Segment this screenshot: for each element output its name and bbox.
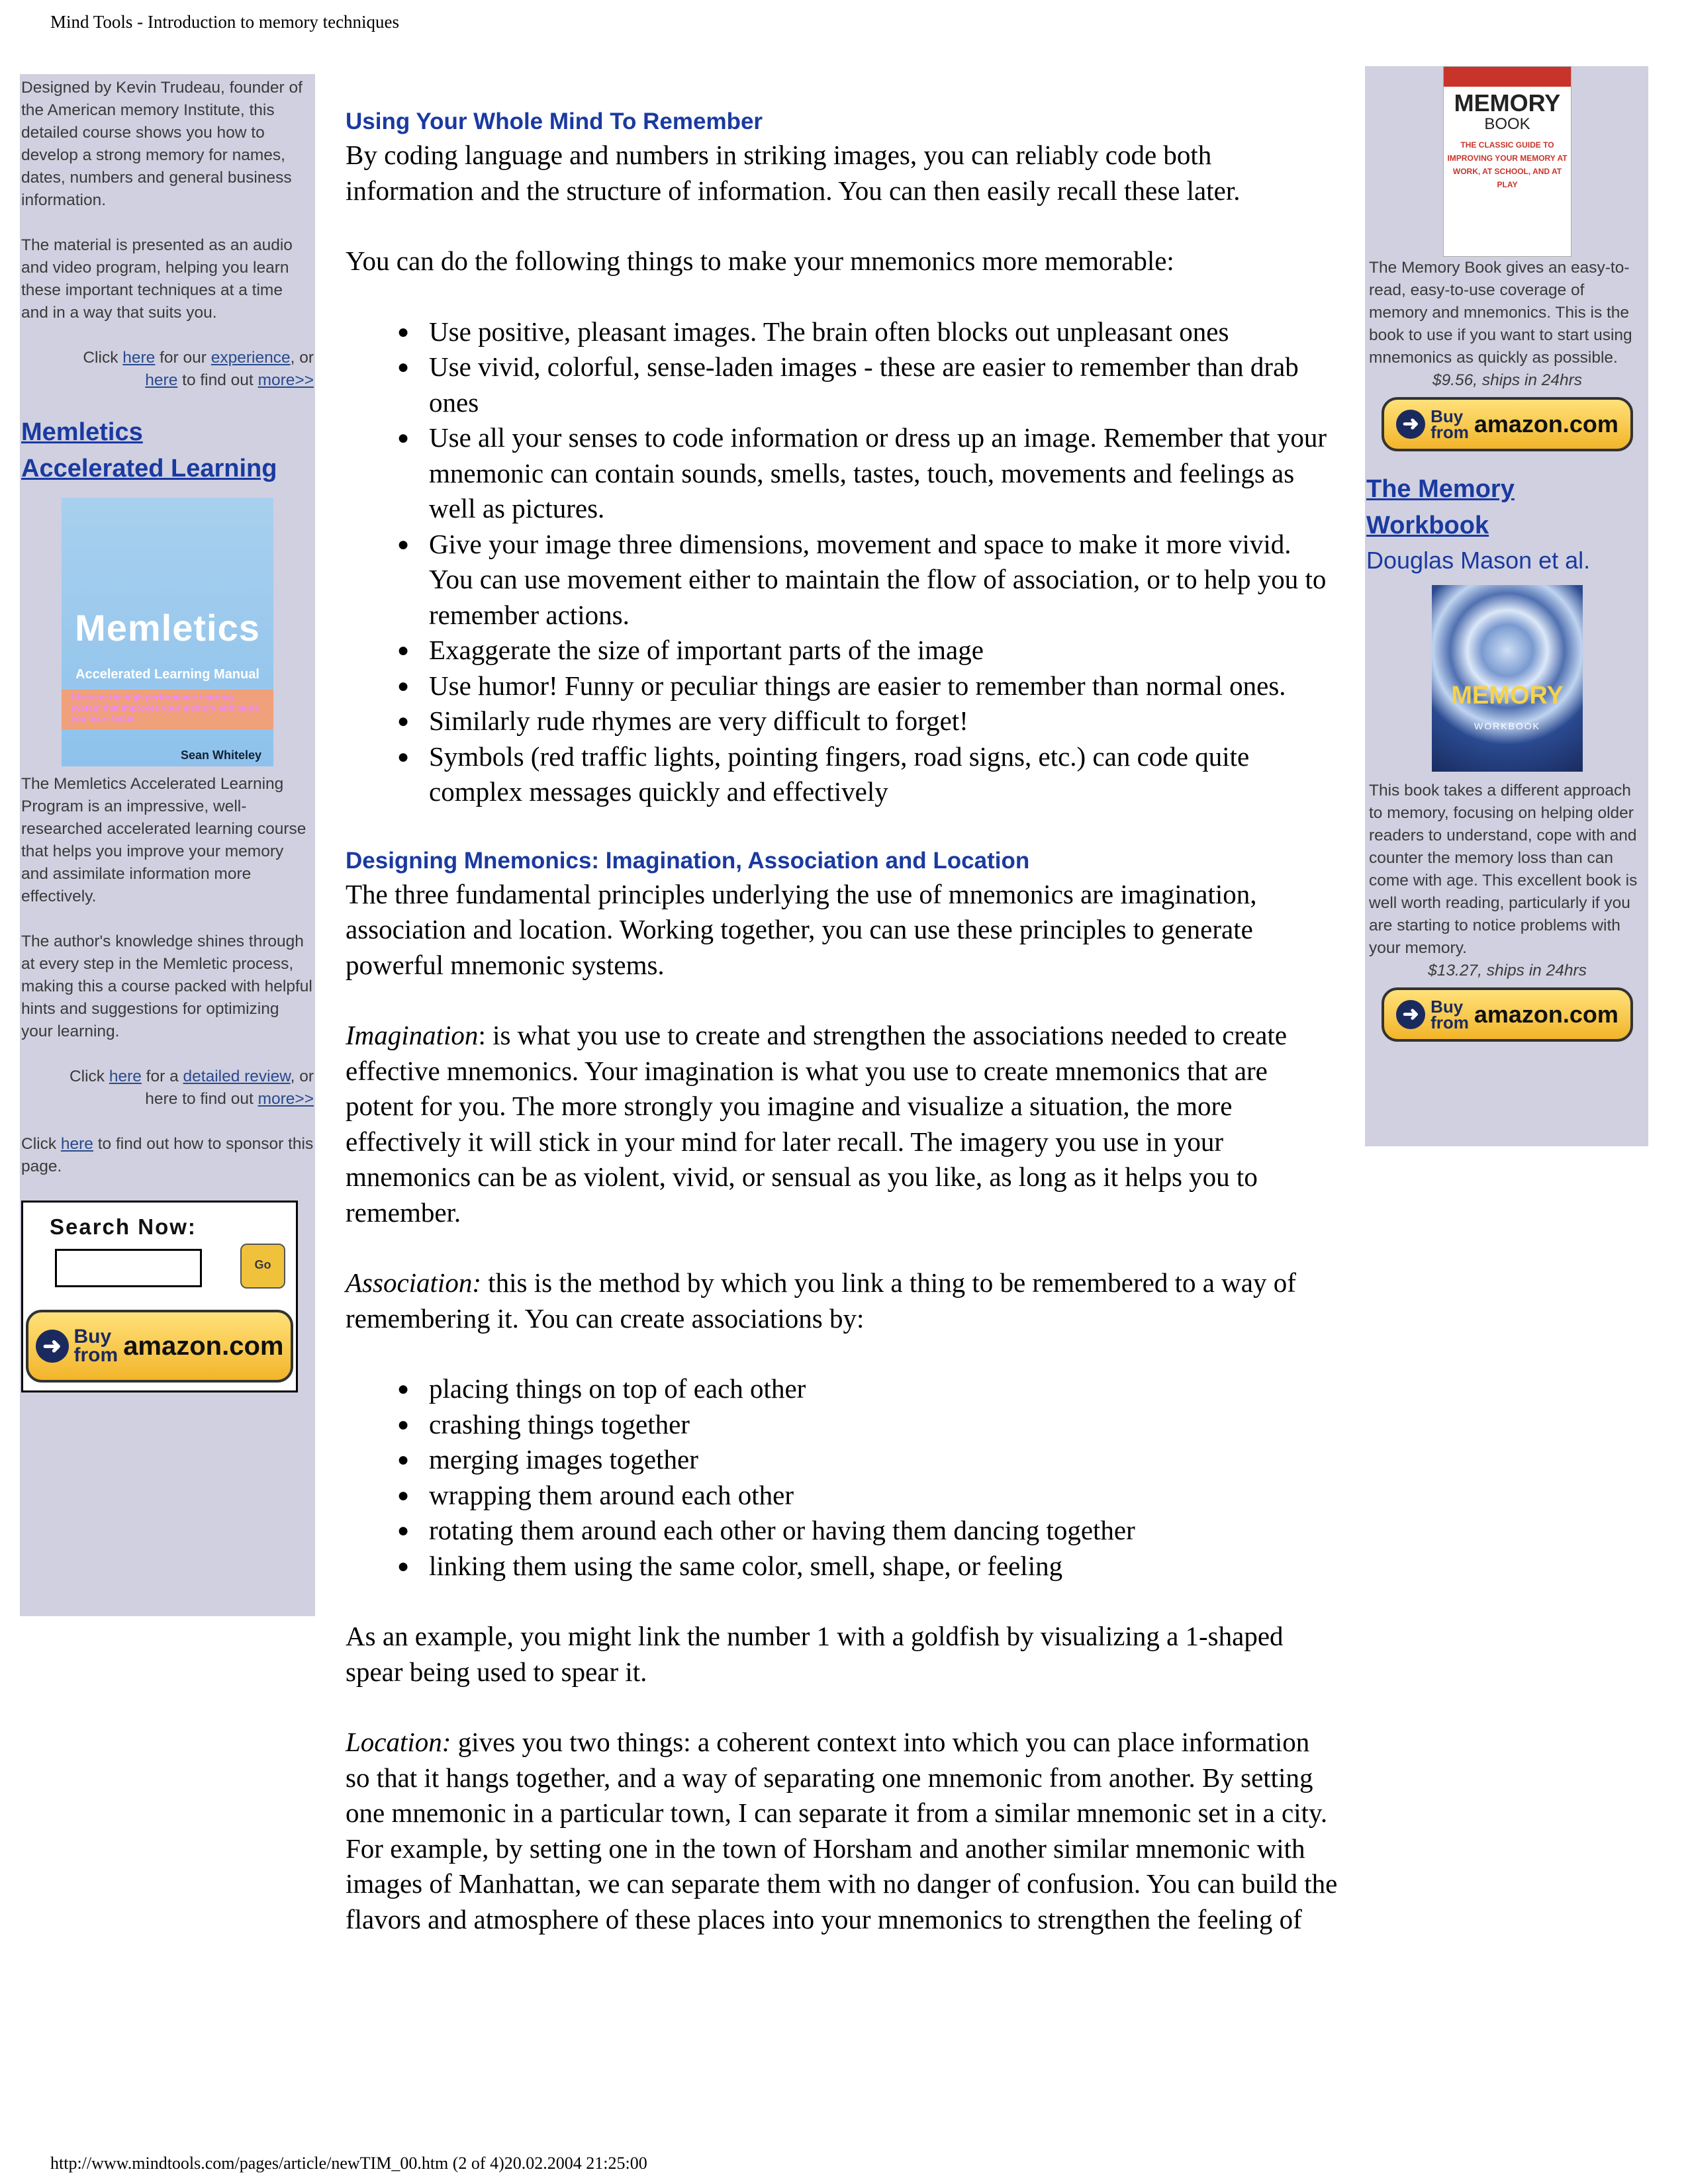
- buy-label: Buy: [1430, 406, 1464, 426]
- imagination-paragraph: [346, 1018, 1338, 1230]
- page-header-title: Mind Tools - Introduction to memory techniques: [50, 12, 400, 32]
- experience-links: [21, 347, 314, 392]
- page-footer-url: http://www.mindtools.com/pages/article/newTIM_00.htm (2 of 4)20.02.2004 21:25:00: [50, 2154, 647, 2173]
- memletics-link[interactable]: Memletics: [21, 418, 143, 446]
- list-item: ● Give your image three dimensions, movement and space to make it more vivid. You can use movement either to maintain the flow of association, or to help you to remember actions.: [429, 527, 1338, 633]
- list-item: ● Exaggerate the size of important parts of the image: [429, 633, 1338, 668]
- cover-band: [62, 690, 273, 729]
- memory-book-price: $9.56, ships in 24hrs: [1432, 371, 1583, 389]
- list-item: ● Similarly rude rhymes are very difficult to forget!: [429, 704, 1338, 739]
- cover-subtitle: WORKBOOK: [1474, 721, 1540, 731]
- course-material: The material is presented as an audio and video program, helping you learn these important techniques at a time and in a way that suits you.: [21, 236, 293, 322]
- buy-from-text: [1430, 999, 1469, 1030]
- from-label: from: [1430, 1013, 1469, 1032]
- list-item: ● rotating them around each other or having them dancing together: [429, 1513, 1338, 1549]
- from-label: from: [73, 1344, 118, 1366]
- sponsor-here-link[interactable]: here: [60, 1135, 93, 1153]
- workbook-author: Douglas Mason et al.: [1366, 547, 1591, 574]
- amazon-brand: amazon.com: [1474, 1001, 1618, 1028]
- list-item: ● Use vivid, colorful, sense-laden images - these are easier to remember than drab ones: [429, 349, 1338, 420]
- memory-workbook-title: [1366, 471, 1648, 544]
- sponsor-text: [21, 1133, 314, 1178]
- more-link[interactable]: more>>: [258, 1090, 314, 1108]
- here-link[interactable]: here: [145, 371, 178, 389]
- list-item: ● Use positive, pleasant images. The brain often blocks out unpleasant ones: [429, 314, 1338, 350]
- cover-subtitle: Accelerated Learning Manual: [75, 667, 259, 682]
- location-term: Location:: [346, 1727, 451, 1757]
- paragraph: The three fundamental principles underlying the use of mnemonics are imagination, association and location. Working together, you can use these principles to generate powerful mnemonic systems.: [346, 878, 1257, 980]
- imagination-term: Imagination: [346, 1020, 479, 1050]
- buy-memory-workbook-button[interactable]: [1382, 987, 1633, 1042]
- buy-from-text: [1430, 408, 1469, 440]
- cover-tagline: Discover the high performance learning system that improves your memory and helps you learn faster: [71, 692, 259, 723]
- paragraph: You can do the following things to make your mnemonics more memorable:: [346, 246, 1174, 276]
- experience-link[interactable]: experience: [211, 349, 291, 367]
- memory-workbook-cover-image[interactable]: [1432, 585, 1583, 772]
- memory-workbook-link[interactable]: The Memory: [1366, 475, 1515, 503]
- list-item: ● crashing things together: [429, 1407, 1338, 1443]
- cover-author: Sean Whiteley: [180, 749, 261, 762]
- list-item: ● Use all your senses to code information or dress up an image. Remember that your mnemonic can contain sounds, smells, tastes, touch, movements and feelings as well as pictures.: [429, 420, 1338, 527]
- amazon-arrow-icon: ➜: [1396, 1000, 1425, 1029]
- click-text: Click: [21, 1135, 61, 1153]
- memory-book-description: The Memory Book gives an easy-to-read, easy-to-use coverage of memory and mnemonics. This is the book to use if you want to start using mnemonics as quickly as possible.: [1369, 259, 1632, 367]
- paragraph: By coding language and numbers in striking images, you can reliably code both information and the structure of information. You can then easily recall these later.: [346, 140, 1241, 206]
- association-text: this is the method by which you link a thing to be remembered to a way of remembering it. You can create associations by:: [346, 1267, 1296, 1334]
- section-heading-whole-mind: Using Your Whole Mind To Remember: [346, 109, 763, 134]
- cover-title: MEMORY: [1451, 682, 1564, 709]
- buy-from-text: [74, 1328, 118, 1365]
- amazon-brand: amazon.com: [123, 1332, 284, 1361]
- click-text: for our: [155, 349, 211, 367]
- author-description: The author's knowledge shines through at every step in the Memletic process, making this a course packed with helpful hints and suggestions for optimizing your learning.: [21, 933, 312, 1040]
- from-label: from: [1430, 422, 1469, 442]
- click-text: to find out how to sponsor this page.: [21, 1135, 314, 1175]
- example-paragraph: As an example, you might link the number 1 with a goldfish by visualizing a 1-shaped spear being used to spear it.: [346, 1621, 1284, 1687]
- imagination-text: : is what you use to create and strengthen the associations needed to create effective mnemonics. Your imagination is what you use to create mnemonics that are potent for you. The more strongly you imagine and visualize a situation, the more effectively it will stick in your mind for later recall. The imagery you use in your mnemonics can be as violent, vivid, or sensual as you like, as long as it helps you to remember.: [346, 1020, 1288, 1228]
- association-paragraph: [346, 1265, 1338, 1336]
- memory-book-cover-image[interactable]: [1443, 66, 1571, 257]
- association-methods-list: [346, 1371, 1338, 1584]
- click-text: Click: [69, 1068, 109, 1085]
- search-go-button[interactable]: [240, 1244, 285, 1289]
- list-item: ● Symbols (red traffic lights, pointing fingers, road signs, etc.) can code quite complex messages quickly and effectively: [429, 739, 1338, 810]
- buy-label: Buy: [73, 1326, 112, 1347]
- list-item: ● linking them using the same color, smell, shape, or feeling: [429, 1549, 1338, 1584]
- left-sidebar: [20, 74, 315, 1616]
- memory-workbook-description: This book takes a different approach to memory, focusing on helping older readers to understand, cope with and counter the memory loss than can come with age. This excellent book is well worth reading, particularly if you are starting to notice problems with your memory.: [1369, 782, 1638, 957]
- product-description: The Memletics Accelerated Learning Program is an impressive, well-researched accelerated learning course that helps you improve your memory and assimilate information more effectively.: [21, 775, 306, 905]
- memory-workbook-price: $13.27, ships in 24hrs: [1428, 962, 1587, 979]
- more-link[interactable]: more>>: [258, 371, 314, 389]
- cover-title: MEMORY: [1454, 89, 1561, 116]
- amazon-brand: amazon.com: [1474, 410, 1618, 437]
- list-item: ● placing things on top of each other: [429, 1371, 1338, 1407]
- location-text: gives you two things: a coherent context into which you can place information so that it hangs together, and a way of separating one mnemonic from another. By setting one mnemonic in a particular town, I can separate it from a similar mnemonic set in a city. For example, by setting one in the town of Horsham and another similar mnemonic with images of Manhattan, we can separate them with no danger of confusion. You can build the flavors and atmosphere of these places into your mnemonics to strengthen the feeling of: [346, 1727, 1338, 1934]
- cover-subtitle: BOOK: [1484, 115, 1530, 133]
- review-links: [21, 1066, 314, 1111]
- search-input[interactable]: [55, 1249, 202, 1287]
- click-text: , or: [290, 349, 314, 367]
- right-sidebar: [1365, 66, 1648, 1146]
- search-label: Search Now:: [50, 1214, 197, 1239]
- cover-title: Memletics: [75, 607, 260, 649]
- click-text: to find out: [177, 371, 258, 389]
- memletics-cover-image[interactable]: [62, 498, 273, 766]
- location-paragraph: [346, 1725, 1338, 1937]
- click-text: , or: [290, 1068, 314, 1085]
- accelerated-learning-link[interactable]: Accelerated Learning: [21, 455, 277, 482]
- click-text: Click: [83, 349, 123, 367]
- go-label: Go: [254, 1258, 271, 1271]
- course-intro: Designed by Kevin Trudeau, founder of the American memory Institute, this detailed course shows you how to develop a strong memory for names, dates, numbers and general business information.: [21, 79, 303, 209]
- buy-memory-book-button[interactable]: [1382, 397, 1633, 451]
- amazon-arrow-icon: ➜: [1396, 410, 1425, 439]
- memletics-title: [21, 414, 314, 487]
- amazon-search-box: [21, 1201, 298, 1392]
- buy-label: Buy: [1430, 997, 1464, 1017]
- here-link[interactable]: here: [122, 349, 156, 367]
- list-item: ● Use humor! Funny or peculiar things are easier to remember than normal ones.: [429, 668, 1338, 704]
- memory-workbook-link-2[interactable]: Workbook: [1366, 512, 1489, 539]
- association-term: Association:: [346, 1267, 481, 1298]
- section-heading-designing-mnemonics: Designing Mnemonics: Imagination, Association and Location: [346, 847, 1030, 874]
- memorable-tips-list: [346, 314, 1338, 810]
- list-item: ● wrapping them around each other: [429, 1478, 1338, 1514]
- cover-banner: [1444, 67, 1571, 87]
- list-item: ● merging images together: [429, 1442, 1338, 1478]
- here-link[interactable]: here: [109, 1068, 142, 1085]
- buy-from-amazon-button[interactable]: [26, 1310, 293, 1383]
- click-text: for a: [141, 1068, 183, 1085]
- cover-tagline: THE CLASSIC GUIDE TO IMPROVING YOUR MEMORY AT WORK, AT SCHOOL, AND AT PLAY: [1447, 140, 1568, 189]
- main-article: [346, 106, 1338, 1972]
- detailed-review-link[interactable]: detailed review: [183, 1068, 291, 1085]
- click-text: here to find out: [145, 1090, 258, 1108]
- amazon-arrow-icon: ➜: [36, 1330, 69, 1363]
